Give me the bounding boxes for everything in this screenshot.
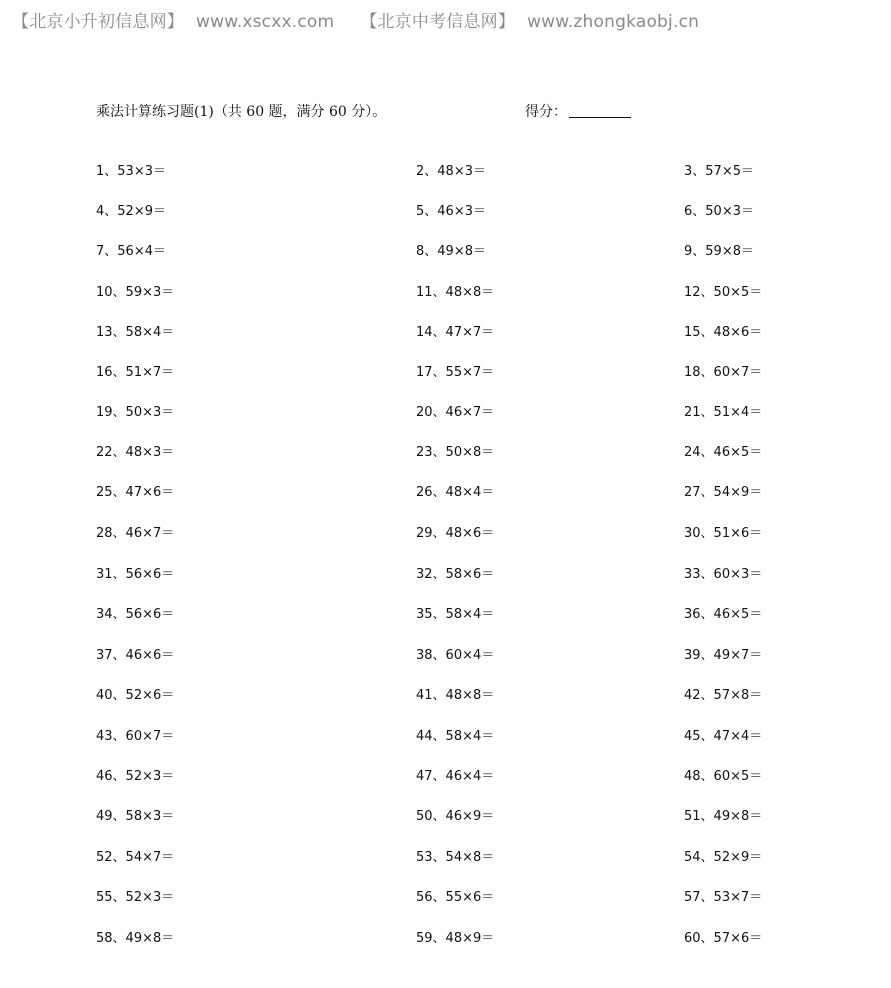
problem-item: 3、57×5＝ [684,164,754,179]
problem-item: 19、50×3＝ [96,405,175,420]
problem-item: 6、50×3＝ [684,204,754,219]
problem-item: 53、54×8＝ [416,850,495,865]
problem-item: 47、46×4＝ [416,769,495,784]
problem-item: 27、54×9＝ [684,485,763,500]
problem-item: 30、51×6＝ [684,526,763,541]
problem-item: 23、50×8＝ [416,445,495,460]
problem-item: 44、58×4＝ [416,729,495,744]
problem-item: 41、48×8＝ [416,688,495,703]
problem-item: 8、49×8＝ [416,244,486,259]
problem-item: 55、52×3＝ [96,890,175,905]
site1-label: 【北京小升初信息网】 [12,12,184,32]
problem-item: 1、53×3＝ [96,164,166,179]
problem-item: 50、46×9＝ [416,809,495,824]
problem-item: 58、49×8＝ [96,931,175,946]
worksheet-title: 乘法计算练习题(1)（共 60 题，满分 60 分）。 [96,104,387,120]
score-blank[interactable] [569,104,631,118]
problem-item: 12、50×5＝ [684,285,763,300]
problem-item: 46、52×3＝ [96,769,175,784]
problem-item: 9、59×8＝ [684,244,754,259]
problem-item: 13、58×4＝ [96,325,175,340]
problem-item: 43、60×7＝ [96,729,175,744]
problem-item: 10、59×3＝ [96,285,175,300]
problem-item: 60、57×6＝ [684,931,763,946]
problem-item: 14、47×7＝ [416,325,495,340]
problem-item: 57、53×7＝ [684,890,763,905]
problem-item: 24、46×5＝ [684,445,763,460]
problem-item: 48、60×5＝ [684,769,763,784]
problem-item: 16、51×7＝ [96,365,175,380]
problem-item: 4、52×9＝ [96,204,166,219]
score-label: 得分： [525,104,567,120]
problem-item: 31、56×6＝ [96,567,175,582]
problem-item: 54、52×9＝ [684,850,763,865]
problem-item: 15、48×6＝ [684,325,763,340]
problem-item: 18、60×7＝ [684,365,763,380]
problem-item: 51、49×8＝ [684,809,763,824]
problem-item: 40、52×6＝ [96,688,175,703]
site1-url[interactable]: www.xscxx.com [196,12,335,32]
problem-item: 22、48×3＝ [96,445,175,460]
problem-item: 26、48×4＝ [416,485,495,500]
site2-label: 【北京中考信息网】 [360,12,516,32]
problem-grid [96,160,796,960]
problem-item: 35、58×4＝ [416,607,495,622]
problem-item: 42、57×8＝ [684,688,763,703]
problem-item: 7、56×4＝ [96,244,166,259]
site2-url[interactable]: www.zhongkaobj.cn [527,12,700,32]
problem-item: 52、54×7＝ [96,850,175,865]
problem-item: 45、47×4＝ [684,729,763,744]
problem-item: 49、58×3＝ [96,809,175,824]
problem-item: 33、60×3＝ [684,567,763,582]
problem-item: 56、55×6＝ [416,890,495,905]
problem-item: 28、46×7＝ [96,526,175,541]
score-field [525,101,631,121]
problem-item: 17、55×7＝ [416,365,495,380]
problem-item: 25、47×6＝ [96,485,175,500]
problem-item: 59、48×9＝ [416,931,495,946]
page-header [12,7,699,32]
problem-item: 29、48×6＝ [416,526,495,541]
problem-item: 11、48×8＝ [416,285,495,300]
problem-item: 20、46×7＝ [416,405,495,420]
problem-item: 5、46×3＝ [416,204,486,219]
problem-item: 21、51×4＝ [684,405,763,420]
problem-item: 38、60×4＝ [416,648,495,663]
problem-item: 32、58×6＝ [416,567,495,582]
problem-item: 36、46×5＝ [684,607,763,622]
problem-item: 2、48×3＝ [416,164,486,179]
problem-item: 39、49×7＝ [684,648,763,663]
problem-item: 37、46×6＝ [96,648,175,663]
problem-item: 34、56×6＝ [96,607,175,622]
